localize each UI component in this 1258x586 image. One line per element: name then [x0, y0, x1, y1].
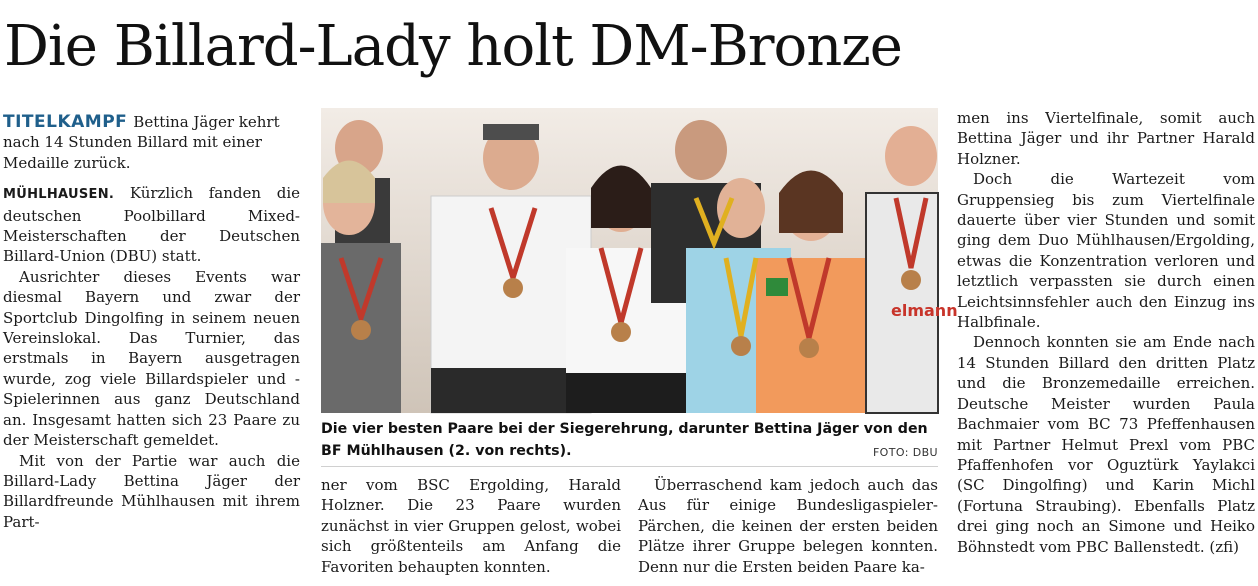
article-column-2 [321, 475, 621, 577]
photo-caption: Die vier besten Paare bei der Siegerehrung, darunter Bettina Jäger von den BF Mühlhausen (2. von rechts). [321, 421, 928, 459]
paragraph: Dennoch konnten sie am Ende nach 14 Stunden Billard den dritten Platz und die Bronzemedaille erreichen. Deutsche Meister wurden Paula Bachmaier vom BC 73 Pfeffenhausen mit Partner Helmut Prexl vom PBC Pfaffenhofen vor Oguztürk Yaylakci (SC Dingolfing) und Karin Michl (Fortuna Straubing). Ebenfalls Platz drei ging noch an Simone und Heiko Böhnstedt vom PBC Ballenstedt. (zfi) [957, 333, 1255, 556]
lead-text: Kürzlich fanden die deutschen Poolbillard Mixed-Meisterschaften der Deutschen Billard-Union (DBU) statt. [3, 184, 300, 266]
article-column-1 [3, 108, 300, 532]
paragraph: ner vom BSC Ergolding, Harald Holzner. Die 23 Paare wurden zunächst in vier Gruppen gelost, wobei sich größtenteils am Anfang die Favoriten behaupten konnten. [321, 476, 621, 576]
paragraph: Doch die Wartezeit vom Gruppensieg bis zum Viertelfinale dauerte über vier Stunden und somit ging dem Duo Mühlhausen/Ergolding, etwas die Konzentration verloren und letztlich verpassten sie durch einen Leichtsinnsfehler auch den Einzug ins Halbfinale. [957, 170, 1255, 332]
paragraph: Überraschend kam jedoch auch das Aus für einige Bundesligaspieler-Pärchen, die keinen der ersten beiden Plätze ihrer Gruppe belegen konnten. Denn nur die Ersten beiden Paare ka- [638, 476, 938, 576]
divider [321, 466, 938, 467]
award-ceremony-photo [321, 108, 958, 413]
paragraph: Ausrichter dieses Events war diesmal Bayern und zwar der Sportclub Dingolfing in seinem neuen Vereinslokal. Das Turnier, das erstmals in Bayern ausgetragen wurde, zog viele Billardspieler und -Spielerinnen aus ganz Deutschland an. Insgesamt hatten sich 23 Paare zu der Meisterschaft gemeldet. [3, 267, 300, 450]
headline: Die Billard-Lady holt DM-Bronze [4, 14, 902, 79]
article-column-4 [957, 108, 1255, 557]
lead-paragraph [3, 183, 300, 267]
photo-credit: FOTO: DBU [872, 446, 938, 459]
paragraph: men ins Viertelfinale, somit auch Bettina Jäger und ihr Partner Harald Holzner. [957, 109, 1255, 168]
shirt-logo: elmann [891, 301, 958, 320]
teaser-text: Bettina Jäger kehrt nach 14 Stunden Billard mit einer Medaille zurück. [3, 113, 280, 172]
teaser [3, 112, 300, 173]
paragraph: Mit von der Partie war auch die Billard-Lady Bettina Jäger der Billardfreunde Mühlhausen mit ihrem Part- [3, 451, 300, 531]
article-column-3 [638, 475, 938, 577]
kicker: TITELKAMPF [3, 112, 128, 132]
dateline: MÜHLHAUSEN. [3, 187, 115, 203]
